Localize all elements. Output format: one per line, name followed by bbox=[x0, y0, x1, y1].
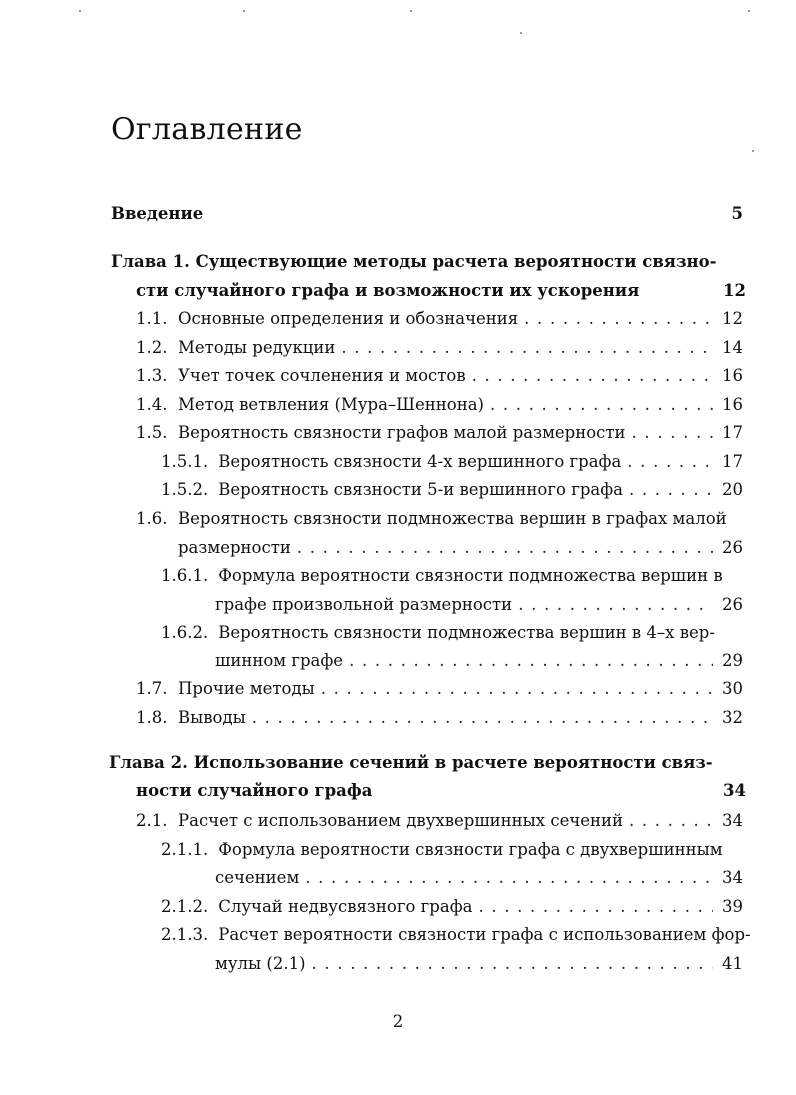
toc-entry-number: 1.3. bbox=[136, 366, 168, 385]
toc-entry-page: 17 bbox=[722, 423, 743, 442]
toc-entry-page: 41 bbox=[722, 954, 743, 973]
toc-entry-label: сечением bbox=[215, 868, 300, 887]
toc-entry-label: Вероятность связности подмножества вершин в графах малой bbox=[178, 509, 727, 528]
toc-entry-label: Расчет с использованием двухвершинных сечений bbox=[178, 811, 624, 830]
toc-entry-page: 26 bbox=[722, 595, 743, 614]
toc-entry-2-1-2[interactable] bbox=[161, 892, 743, 922]
toc-entry-1-6-2-line2[interactable] bbox=[215, 646, 743, 676]
dot-leader bbox=[321, 674, 713, 704]
toc-entry-number: 2.1.2. bbox=[161, 897, 209, 916]
toc-entry-page: 30 bbox=[722, 679, 743, 698]
toc-entry-1-6-line2[interactable] bbox=[178, 533, 743, 563]
dot-leader bbox=[524, 304, 713, 334]
toc-entry-label: Метод ветвления (Мура–Шеннона) bbox=[178, 395, 484, 414]
toc-entry-page: 20 bbox=[722, 480, 743, 499]
toc-entry-label: Случай недвусвязного графа bbox=[218, 897, 473, 916]
page-number: 2 bbox=[392, 1012, 404, 1031]
dot-leader bbox=[312, 949, 713, 979]
toc-entry-2-1-3-line2[interactable] bbox=[215, 949, 743, 979]
toc-entry-1-4[interactable] bbox=[136, 390, 743, 420]
dot-leader bbox=[627, 447, 713, 477]
toc-entry-label: Выводы bbox=[178, 708, 246, 727]
dot-leader bbox=[472, 361, 713, 391]
scan-speck bbox=[748, 10, 750, 12]
dot-leader bbox=[518, 590, 713, 620]
toc-entry-label: шинном графе bbox=[215, 651, 344, 670]
toc-entry-number: 1.6.2. bbox=[161, 623, 209, 642]
toc-entry-page: 5 bbox=[731, 204, 743, 223]
dot-leader bbox=[341, 333, 713, 363]
toc-chapter-2-line1[interactable] bbox=[109, 748, 713, 778]
toc-entry-1-6-1-line2[interactable] bbox=[215, 590, 743, 620]
toc-entry-number: 1.6. bbox=[136, 509, 168, 528]
toc-entry-label: Формула вероятности связности графа с двухвершинным bbox=[218, 840, 723, 859]
toc-entry-label: Основные определения и обозначения bbox=[178, 309, 519, 328]
toc-entry-intro[interactable] bbox=[111, 199, 743, 229]
toc-entry-page: 39 bbox=[722, 897, 743, 916]
dot-leader bbox=[252, 703, 713, 733]
toc-entry-number: 1.5.2. bbox=[161, 480, 209, 499]
toc-entry-1-5[interactable] bbox=[136, 418, 743, 448]
toc-entry-label: Учет точек сочленения и мостов bbox=[178, 366, 466, 385]
toc-entry-2-1-1-line1[interactable] bbox=[161, 835, 723, 865]
toc-entry-1-5-1[interactable] bbox=[161, 447, 743, 477]
toc-entry-number: 2.1.1. bbox=[161, 840, 209, 859]
toc-entry-label: Формула вероятности связности подмножества вершин в bbox=[218, 566, 723, 585]
dot-leader bbox=[629, 806, 713, 836]
toc-entry-page: 12 bbox=[723, 281, 746, 300]
toc-entry-page: 17 bbox=[722, 452, 743, 471]
scan-speck bbox=[410, 10, 412, 12]
toc-entry-page: 14 bbox=[722, 338, 743, 357]
toc-chapter-title: Глава 2. Использование сечений в расчете вероятности связ- bbox=[109, 753, 713, 772]
toc-entry-number: 1.4. bbox=[136, 395, 168, 414]
toc-chapter-1-line2[interactable] bbox=[136, 276, 746, 306]
scan-speck bbox=[520, 32, 522, 34]
toc-entry-number: 1.8. bbox=[136, 708, 168, 727]
toc-entry-label: Вероятность связности 4-х вершинного графа bbox=[218, 452, 622, 471]
toc-entry-page: 16 bbox=[722, 366, 743, 385]
toc-entry-1-6-2-line1[interactable] bbox=[161, 618, 715, 648]
toc-entry-page: 32 bbox=[722, 708, 743, 727]
toc-entry-label: Расчет вероятности связности графа с использованием фор- bbox=[218, 925, 751, 944]
toc-entry-2-1-3-line1[interactable] bbox=[161, 920, 751, 950]
dot-leader bbox=[632, 418, 713, 448]
toc-entry-label: Вероятность связности графов малой размерности bbox=[178, 423, 626, 442]
toc-entry-label: Вероятность связности подмножества вершин в 4–х вер- bbox=[218, 623, 715, 642]
toc-entry-1-7[interactable] bbox=[136, 674, 743, 704]
toc-entry-number: 2.1.3. bbox=[161, 925, 209, 944]
toc-entry-label: размерности bbox=[178, 538, 291, 557]
toc-entry-label: графе произвольной размерности bbox=[215, 595, 513, 614]
toc-entry-page: 12 bbox=[722, 309, 743, 328]
toc-entry-number: 1.2. bbox=[136, 338, 168, 357]
toc-entry-label: Вероятность связности 5-и вершинного графа bbox=[218, 480, 623, 499]
toc-entry-number: 1.6.1. bbox=[161, 566, 209, 585]
toc-entry-1-2[interactable] bbox=[136, 333, 743, 363]
toc-chapter-1-line1[interactable] bbox=[111, 247, 716, 277]
toc-entry-1-8[interactable] bbox=[136, 703, 743, 733]
toc-entry-number: 1.5. bbox=[136, 423, 168, 442]
toc-entry-label: Прочие методы bbox=[178, 679, 315, 698]
toc-entry-number: 1.1. bbox=[136, 309, 168, 328]
scan-speck bbox=[243, 10, 245, 12]
toc-entry-page: 34 bbox=[723, 781, 746, 800]
toc-entry-2-1-1-line2[interactable] bbox=[215, 863, 743, 893]
dot-leader bbox=[478, 892, 713, 922]
toc-entry-number: 2.1. bbox=[136, 811, 168, 830]
toc-chapter-title: сти случайного графа и возможности их ускорения bbox=[136, 281, 640, 300]
toc-entry-label: Введение bbox=[111, 204, 204, 223]
scan-speck bbox=[79, 10, 81, 12]
toc-entry-page: 29 bbox=[722, 651, 743, 670]
toc-entry-page: 34 bbox=[722, 811, 743, 830]
toc-entry-2-1[interactable] bbox=[136, 806, 743, 836]
toc-entry-page: 26 bbox=[722, 538, 743, 557]
toc-chapter-title: Глава 1. Существующие методы расчета вероятности связно- bbox=[111, 252, 717, 271]
toc-entry-1-3[interactable] bbox=[136, 361, 743, 391]
toc-entry-1-6-1-line1[interactable] bbox=[161, 561, 723, 591]
toc-entry-1-1[interactable] bbox=[136, 304, 743, 334]
toc-entry-label: мулы (2.1) bbox=[215, 954, 306, 973]
toc-entry-number: 1.5.1. bbox=[161, 452, 209, 471]
page-title: Оглавление bbox=[111, 112, 303, 147]
dot-leader bbox=[490, 390, 713, 420]
toc-entry-1-5-2[interactable] bbox=[161, 475, 743, 505]
dot-leader bbox=[349, 646, 713, 676]
toc-entry-1-6-line1[interactable] bbox=[136, 504, 727, 534]
toc-chapter-2-line2[interactable] bbox=[136, 776, 746, 806]
dot-leader bbox=[629, 475, 713, 505]
toc-chapter-title: ности случайного графа bbox=[136, 781, 373, 800]
dot-leader bbox=[297, 533, 713, 563]
scan-speck bbox=[752, 150, 754, 152]
toc-entry-label: Методы редукции bbox=[178, 338, 336, 357]
toc-entry-number: 1.7. bbox=[136, 679, 168, 698]
toc-entry-page: 16 bbox=[722, 395, 743, 414]
toc-entry-page: 34 bbox=[722, 868, 743, 887]
dot-leader bbox=[305, 863, 713, 893]
